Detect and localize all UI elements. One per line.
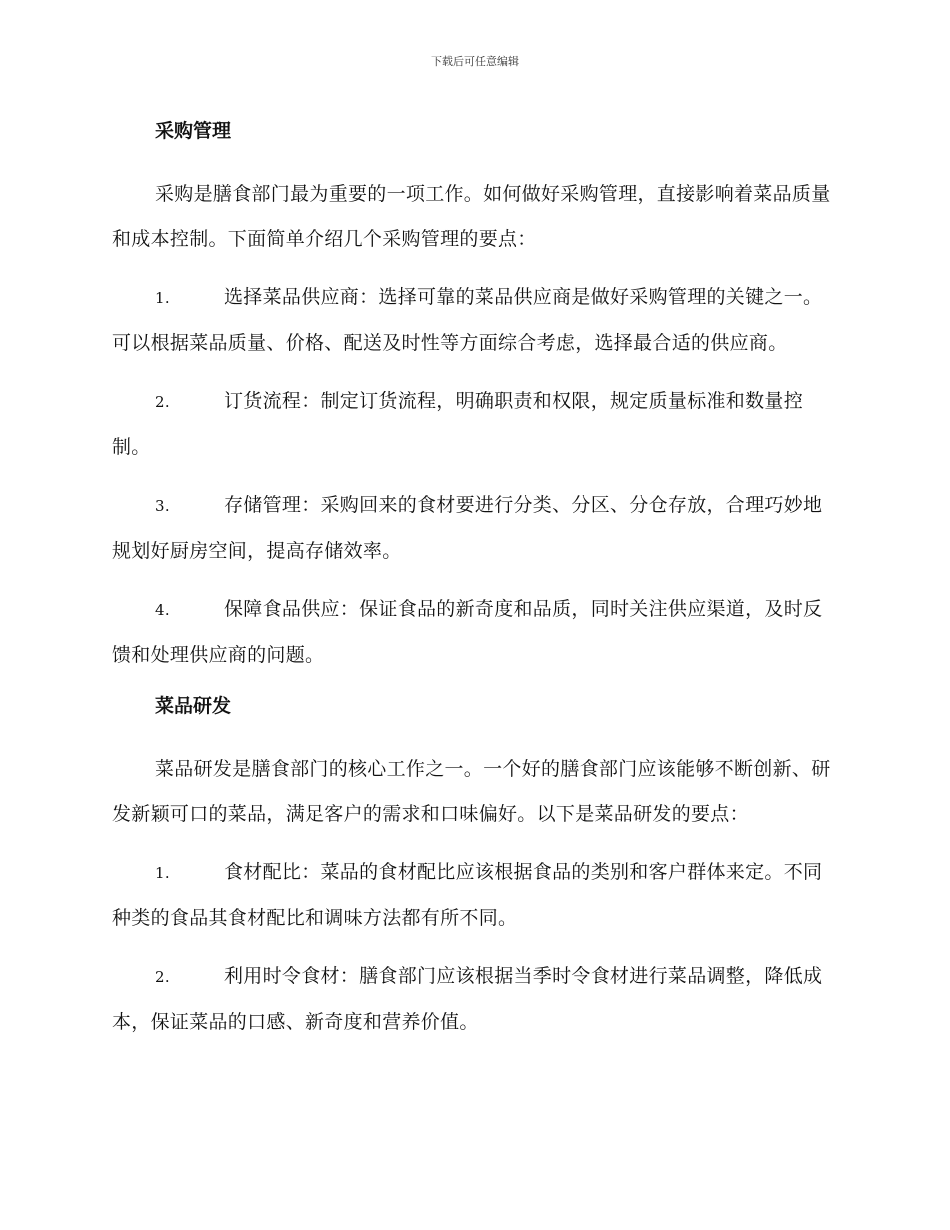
list-item (112, 954, 837, 1045)
list-item-number: 3. (155, 497, 170, 515)
list-item (112, 587, 837, 678)
section-heading-procurement: 采购管理 (155, 120, 232, 142)
list-item-text: 选择菜品供应商：选择可靠的菜品供应商是做好采购管理的关键之一。可以根据菜品质量、价格、配送及时性等方面综合考虑，选择最合适的供应商。 (112, 286, 823, 354)
list-item (112, 483, 837, 574)
page-header: 下载后可任意编辑 (431, 55, 519, 68)
section-heading-menu-development: 菜品研发 (155, 695, 232, 717)
list-item-text: 订货流程：制定订货流程，明确职责和权限，规定质量标准和数量控制。 (112, 390, 804, 458)
section-intro-menu-development: 菜品研发是膳食部门的核心工作之一。一个好的膳食部门应该能够不断创新、研发新颖可口的菜品，满足客户的需求和口味偏好。以下是菜品研发的要点： (112, 758, 831, 825)
document-body (112, 116, 837, 1058)
list-item (112, 850, 837, 941)
list-item-text: 存储管理：采购回来的食材要进行分类、分区、分仓存放，合理巧妙地规划好厨房空间，提高存储效率。 (112, 494, 823, 562)
list-item (112, 379, 837, 470)
list-item-text: 利用时令食材：膳食部门应该根据当季时令食材进行菜品调整，降低成本，保证菜品的口感、新奇度和营养价值。 (112, 965, 823, 1033)
list-item-text: 食材配比：菜品的食材配比应该根据食品的类别和客户群体来定。不同种类的食品其食材配比和调味方法都有所不同。 (112, 861, 823, 929)
list-item-text: 保障食品供应：保证食品的新奇度和品质，同时关注供应渠道，及时反馈和处理供应商的问题。 (112, 598, 823, 666)
list-item-number: 2. (155, 968, 170, 986)
list-item-number: 4. (155, 601, 170, 619)
list-item-number: 1. (155, 289, 170, 307)
list-item-number: 1. (155, 864, 170, 882)
list-item-number: 2. (155, 393, 170, 411)
section-intro-procurement: 采购是膳食部门最为重要的一项工作。如何做好采购管理，直接影响着菜品质量和成本控制。下面简单介绍几个采购管理的要点： (112, 183, 831, 250)
list-item (112, 275, 837, 366)
